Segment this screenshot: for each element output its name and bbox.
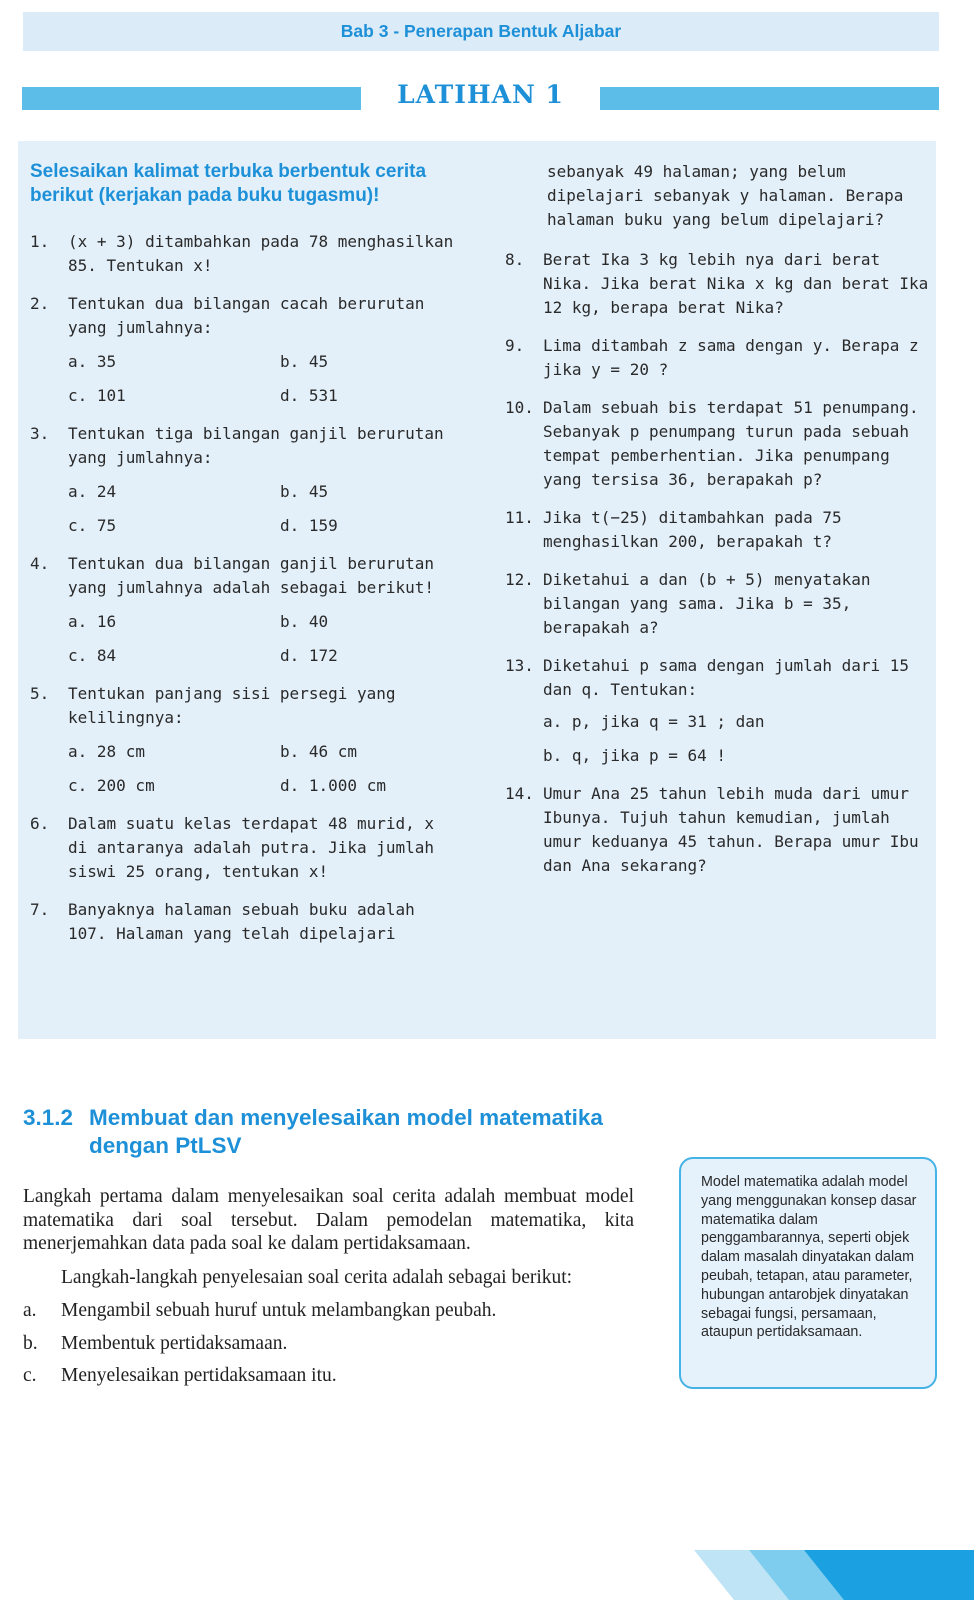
paragraph: Langkah-langkah penyelesaian soal cerita adalah sebagai berikut: [61,1266,573,1288]
sub-item: b. q, jika p = 64 ! [543,746,727,765]
question-1 [30,230,455,278]
question-number: 12. [505,570,534,589]
question-number: 3. [30,424,50,443]
step-text: Mengambil sebuah huruf untuk melambangkan peubah. [61,1300,497,1321]
page-number-tab [694,1550,974,1600]
option: b. 46 cm [280,742,358,761]
question-number: 7. [30,900,50,919]
question-text: Lima ditambah z sama dengan y. Berapa z jika y = 20 ? [543,336,919,379]
option: b. 45 [280,352,329,371]
exercise-column-right [505,160,930,892]
sub-item: a. p, jika q = 31 ; dan [543,712,765,731]
question-6 [30,812,455,884]
exercise-title: LATIHAN 1 [397,80,564,109]
exercise-column-left [30,160,455,960]
question-9 [505,334,930,382]
question-text: Dalam suatu kelas terdapat 48 murid, x di antaranya adalah putra. Jika jumlah siswi 25 orang, tentukan x! [68,814,435,881]
question-number: 5. [30,684,50,703]
options [68,350,455,408]
option: d. 1.000 cm [280,776,386,795]
question-2 [30,292,455,408]
question-number: 6. [30,814,50,833]
step-text: Menyelesaikan pertidaksamaan itu. [61,1365,337,1386]
question-number: 11. [505,508,534,527]
section-heading [23,1104,663,1160]
question-7-continuation: sebanyak 49 halaman; yang belum dipelajari sebanyak y halaman. Berapa halaman buku yang belum dipelajari? [547,162,904,229]
paragraph: Langkah pertama dalam menyelesaikan soal cerita adalah membuat model matematika dari soal tersebut. Dalam pemodelan matematika, kita menerjemahkan data pada soal ke dalam pertidaksamaan. [23,1186,634,1254]
step-letter: a. [23,1300,37,1321]
question-7 [30,898,455,946]
options [68,740,455,798]
section-number: 3.1.2 [23,1105,74,1130]
question-4 [30,552,455,668]
question-text: Tentukan tiga bilangan ganjil berurutan yang jumlahnya: [68,424,444,467]
option: c. 84 [68,646,117,665]
step-item [23,1364,634,1388]
step-text: Membentuk pertidaksamaan. [61,1332,288,1354]
question-text: Tentukan dua bilangan ganjil berurutan yang jumlahnya adalah sebagai berikut! [68,554,435,597]
definition-note-box [679,1157,937,1389]
question-number: 4. [30,554,50,573]
section-body [23,1185,634,1397]
question-3 [30,422,455,538]
question-text: Tentukan panjang sisi persegi yang kelilingnya: [68,684,396,727]
question-text: Diketahui p sama dengan jumlah dari 15 dan q. Tentukan: [543,656,910,699]
option: a. 35 [68,352,117,371]
question-number: 8. [505,250,525,269]
question-text: Diketahui a dan (b + 5) menyatakan bilangan yang sama. Jika b = 35, berapakah a? [543,570,871,637]
question-text: Jika t(−25) ditambahkan pada 75 menghasilkan 200, berapakah t? [543,508,842,551]
option: a. 24 [68,482,117,501]
step-letter: b. [23,1332,38,1354]
section-title: Membuat dan menyelesaikan model matematika dengan PtLSV [89,1105,603,1158]
option: b. 45 [280,482,329,501]
exercise-instruction: Selesaikan kalimat terbuka berbentuk cerita berikut (kerjakan pada buku tugasmu)! [30,161,427,206]
page-number: 101 [862,1532,896,1554]
option: b. 40 [280,612,329,631]
question-8 [505,248,930,320]
sub-items [543,710,930,768]
option: d. 172 [280,646,338,665]
question-5 [30,682,455,798]
question-11 [505,506,930,554]
option: d. 159 [280,516,338,535]
question-text: Umur Ana 25 tahun lebih muda dari umur Ibunya. Tujuh tahun kemudian, jumlah umur keduanya 45 tahun. Berapa umur Ibu dan Ana sekarang? [543,784,919,875]
question-12 [505,568,930,640]
question-text: Tentukan dua bilangan cacah berurutan yang jumlahnya: [68,294,425,337]
question-number: 14. [505,784,534,803]
question-number: 2. [30,294,50,313]
step-item [23,1299,634,1323]
question-number: 1. [30,232,50,251]
question-text: Berat Ika 3 kg lebih nya dari berat Nika. Jika berat Nika x kg dan berat Ika 12 kg, berapa berat Nika? [543,250,929,317]
step-letter: c. [23,1365,37,1386]
option: c. 101 [68,386,126,405]
question-text: (x + 3) ditambahkan pada 78 menghasilkan 85. Tentukan x! [68,232,454,275]
options [68,610,455,668]
option: c. 200 cm [68,776,155,795]
question-10 [505,396,930,492]
step-item [23,1332,634,1356]
options [68,480,455,538]
option: d. 531 [280,386,338,405]
option: c. 75 [68,516,117,535]
question-13 [505,654,930,768]
title-stripe-right [600,87,939,110]
option: a. 28 cm [68,742,146,761]
chapter-header: Bab 3 - Penerapan Bentuk Aljabar [23,12,939,51]
question-number: 9. [505,336,525,355]
question-number: 13. [505,656,534,675]
question-text: Dalam sebuah bis terdapat 51 penumpang. Sebanyak p penumpang turun pada sebuah tempat pemberhentian. Jika penumpang yang tersisa 36, berapakah p? [543,398,919,489]
question-number: 10. [505,398,534,417]
title-stripe-left [22,87,361,110]
note-text: Model matematika adalah model yang menggunakan konsep dasar matematika dalam penggambarannya, seperti objek dalam masalah dinyatakan dalam peubah, tetapan, atau parameter, hubungan antarobjek dinyatakan sebagai fungsi, persamaan, ataupun pertidaksamaan. [701,1174,917,1341]
question-text: Banyaknya halaman sebuah buku adalah 107. Halaman yang telah dipelajari [68,900,415,943]
option: a. 16 [68,612,117,631]
question-14 [505,782,930,878]
